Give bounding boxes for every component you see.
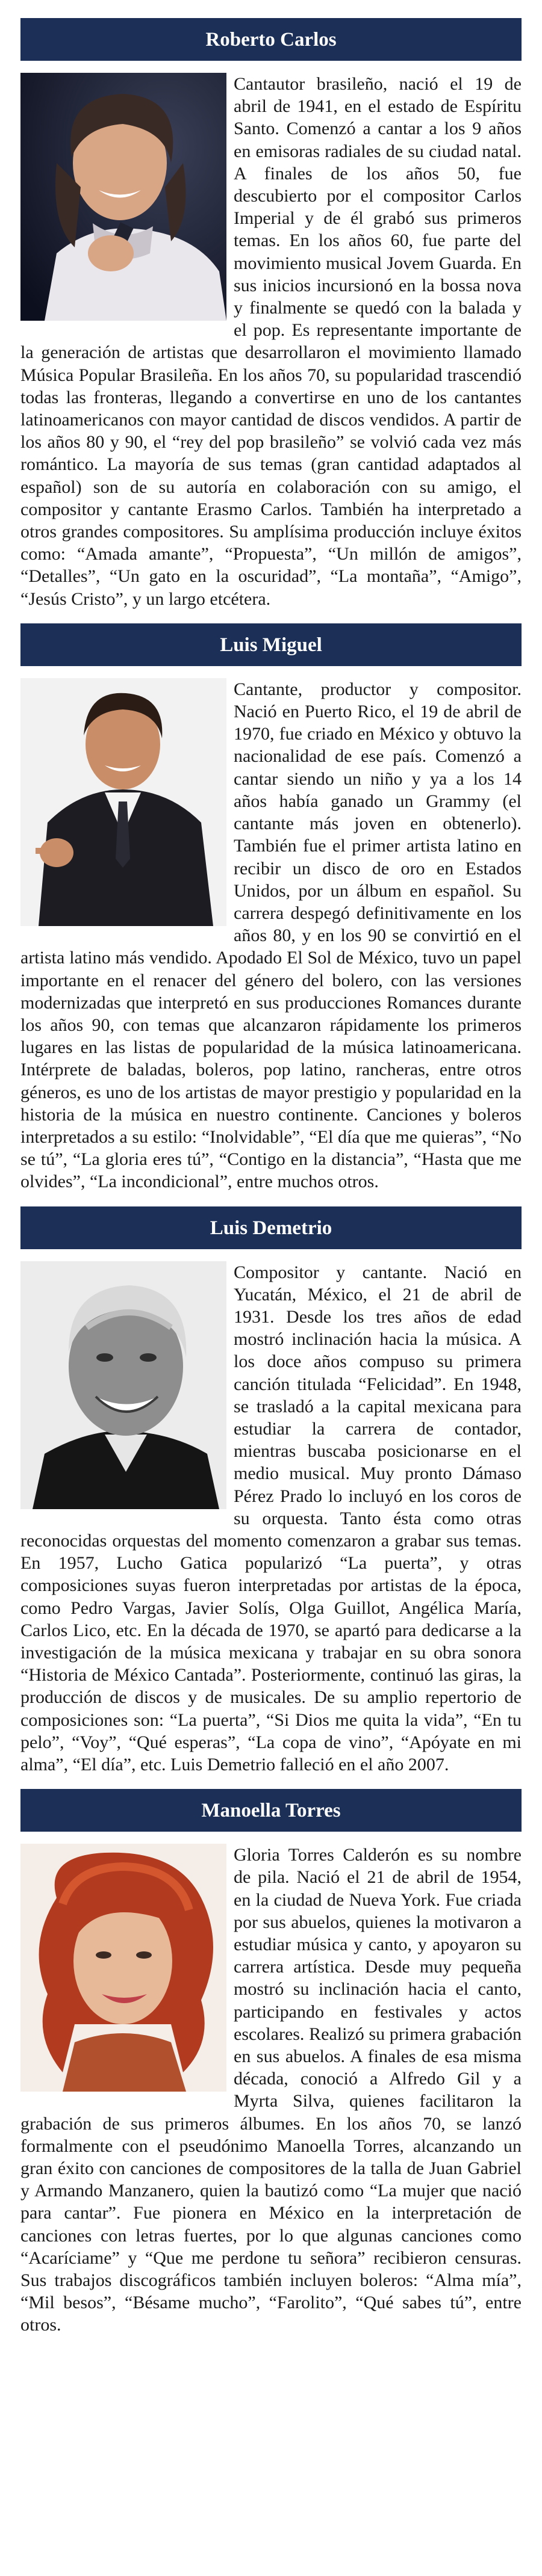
- artist-bio: Compositor y cantante. Nació en Yucatán, México, el 21 de abril de 1931. Desde los tres años de edad mostró inclinación hacia la música. A los doce años compuso su primera canción titulada “Felicidad”. En 1948, se trasladó a la capital mexicana para estudiar la carrera de contador, mientras buscaba posicionarse en el medio musical. Muy pronto Dámaso Pérez Prado lo incluyó en los coros de su orquesta. Tanto ésta como otras reconocidas orquestas del momento comenzaron a grabar sus temas. En 1957, Lucho Gatica popularizó “La puerta”, y otras composiciones suyas fueron interpretadas por artistas de la época, como Pedro Vargas, Javier Solís, Olga Guillot, Angélica María, Carlos Lico, etc. En la década de 1970, se apartó para dedicarse a la investigación de la música mexicana y trabajar en su obra sonora “Historia de México Cantada”. Posteriormente, continuó las giras, la producción de discos y de musicales. De su amplio repertorio de composiciones son: “La puerta”, “Si Dios me quita la vida”, “En tu pelo”, “Voy”, “Qué esperas”, “La copa de vino”, “Apóyate en mi alma”, “El día”, etc. Luis Demetrio falleció en el año 2007.: [20, 1262, 522, 1775]
- artist-photo: [20, 1844, 226, 2092]
- artist-bio: Gloria Torres Calderón es su nombre de pila. Nació el 21 de abril de 1954, en la ciudad de Nueva York. Fue criada por sus abuelos, quienes la motivaron a estudiar música y canto, y apoyaron su carrera artística. Desde muy pequeña mostró su inclinación hacia el canto, participando en festivales y actos escolares. Realizó su primera grabación en sus abuelos. A finales de esa misma década, conoció a Alfredo Gil y a Myrta Silva, quienes facilitaron la grabación de sus primeros álbumes. En los años 70, se lanzó formalmente con el pseudónimo Manoella Torres, alcanzando un gran éxito con canciones de compositores de la talla de Juan Gabriel y Armando Manzanero, quien la bautizó como “La mujer que nació para cantar”. Fue pionera en México en la interpretación de canciones con letras fuertes, por lo que algunas canciones como “Acaríciame” y “Que me perdone tu señora” recibieron censuras. Sus trabajos discográficos también incluyen boleros: “Alma mía”, “Mil besos”, “Bésame mucho”, “Farolito”, “Qué sabes tú”, entre otros.: [20, 1845, 522, 2335]
- artist-bio: Cantautor brasileño, nació el 19 de abril de 1941, en el estado de Espíritu Santo. Comenzó a cantar a los 9 años en emisoras radiales de su ciudad natal. A finales de los años 50, fue descubierto por el compositor Carlos Imperial y de él grabó sus primeros temas. En los años 60, fue parte del movimiento musical Jovem Guarda. En sus inicios incursionó en la bossa nova y finalmente se quedó con la balada y el pop. Es representante importante de la generación de artistas que desarrollaron el movimiento llamado Música Popular Brasileña. En los años 70, su popularidad trascendió todas las fronteras, llegando a convertirse en uno de los cantantes latinoamericanos con mayor cantidad de discos vendidos. A partir de los años 80 y 90, el “rey del pop brasileño” se volvió cada vez más romántico. La mayoría de sus temas (gran cantidad adaptados al español) son de su autoría en colaboración con su amigo, el compositor y cantante Erasmo Carlos. También ha interpretado a otros grandes compositores. Su amplísima producción incluye éxitos como: “Amada amante”, “Propuesta”, “Un millón de amigos”, “Detalles”, “Un gato en la oscuridad”, “La montaña”, “Amigo”, “Jesús Cristo”, y un largo etcétera.: [20, 74, 522, 609]
- artist-photo: [20, 1261, 226, 1509]
- artist-photo: [20, 73, 226, 321]
- section-content: [20, 1844, 522, 2336]
- section-header: Manoella Torres: [20, 1789, 522, 1832]
- artist-photo: [20, 678, 226, 926]
- artist-bio: Cantante, productor y compositor. Nació en Puerto Rico, el 19 de abril de 1970, fue criado en México y obtuvo la nacionalidad de ese país. Comenzó a cantar siendo un niño y ya a los 14 años había ganado un Grammy (el cantante más joven en obtenerlo). También fue el primer artista latino en recibir un disco de oro en Estados Unidos, por un álbum en español. Su carrera despegó definitivamente en los años 80, y en los 90 se convirtió en el artista latino más vendido. Apodado El Sol de México, tuvo un papel importante en el renacer del género del bolero, con las versiones modernizadas que interpretó en sus producciones Romances durante los años 90, con temas que alcanzaron rápidamente los primeros lugares en las listas de popularidad de la música latinoamericana. Intérprete de baladas, boleros, pop latino, rancheras, entre otros géneros, es uno de los artistas de mayor prestigio y popularidad en la historia de la música en nuestro continente. Canciones y boleros interpretados a su estilo: “Inolvidable”, “El día que me quieras”, “No se tú”, “La gloria eres tú”, “Contigo en la distancia”, “Hasta que me olvides”, “La incondicional”, entre muchos otros.: [20, 679, 522, 1192]
- section-header: Roberto Carlos: [20, 18, 522, 61]
- section-content: [20, 73, 522, 610]
- section-header: Luis Miguel: [20, 623, 522, 666]
- section-content: [20, 678, 522, 1193]
- artist-section-luis-miguel: [20, 623, 522, 1193]
- section-header: Luis Demetrio: [20, 1206, 522, 1249]
- section-content: [20, 1261, 522, 1776]
- artist-section-roberto-carlos: [20, 18, 522, 610]
- artist-section-manoella-torres: [20, 1789, 522, 2336]
- artist-section-luis-demetrio: [20, 1206, 522, 1776]
